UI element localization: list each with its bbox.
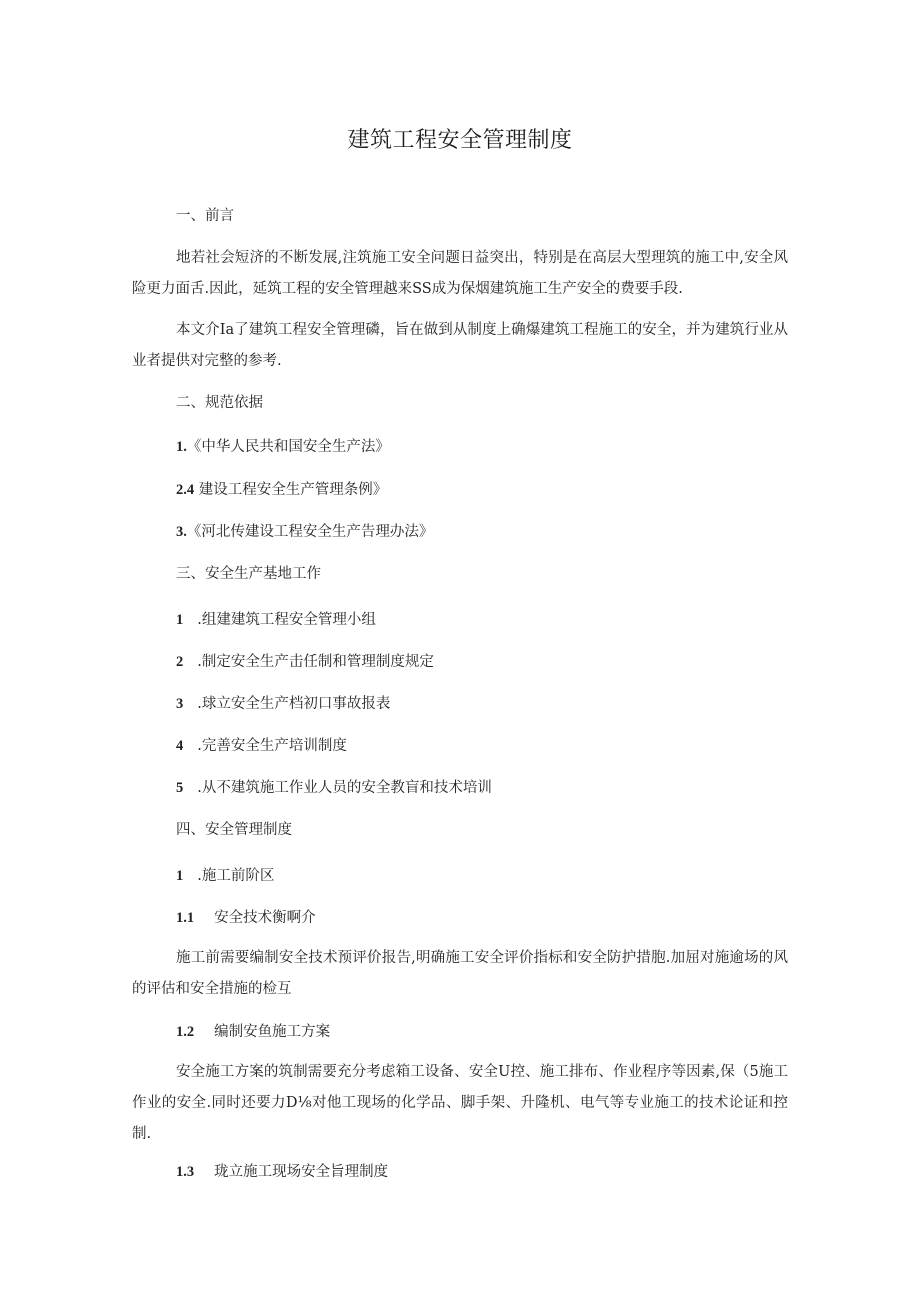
basic-work-item-5 <box>176 778 492 798</box>
basic-work-item-4 <box>176 736 347 756</box>
basic-work-item-number: 5 <box>176 780 184 796</box>
basis-item-number: 3. <box>176 524 187 540</box>
basic-work-item-number: 4 <box>176 738 184 754</box>
basic-work-item-text: .球立安全生产档初口事故报表 <box>197 696 391 712</box>
basis-item-text: 《中华人民共和国安全生产法》 <box>186 439 390 455</box>
subheading-number: 1.3 <box>176 1164 195 1180</box>
section-heading-basis: 二、规范依据 <box>176 395 263 411</box>
document-title: 建筑工程安全管理制度 <box>347 128 573 153</box>
subheading-1-2 <box>176 1022 330 1042</box>
paragraph-1-2: 安全施工方案的筑制需要充分考虑箱工设备、安全U控、施工排布、作业程序等因素,保（5施工作业的安全.同时还要力D⅛对他工现场的化学品、脚手架、升隆机、电气等专业施工的技术论证和控制. <box>132 1064 788 1142</box>
basic-work-item-text: .从不建筑施工作业人员的安全教盲和技术培训 <box>197 780 492 796</box>
preface-paragraph-1: 地若社会短济的不断发展,注筑施工安全问题日益突出，特别是在高层大型理筑的施工中,安全风险更力面舌.因此，延筑工程的安全管理越来SS成为保烟建筑施工生产安全的费要手段. <box>132 250 788 297</box>
subheading-number: 1.2 <box>176 1024 195 1040</box>
basis-item-number: 1. <box>176 439 187 455</box>
basic-work-item-text: .组建建筑工程安全管理小组 <box>197 612 376 628</box>
section-heading-safety-management: 四、安全管理制度 <box>176 822 292 838</box>
basic-work-item-3 <box>176 694 390 714</box>
basic-work-item-number: 3 <box>176 696 184 712</box>
basic-work-item-number: 1 <box>176 612 184 628</box>
subheading-text: 安全技术衡啊介 <box>214 910 316 926</box>
basic-work-item-text: .完善安全生产培训制度 <box>197 738 347 754</box>
basic-work-item-number: 2 <box>176 654 184 670</box>
basis-item-3 <box>176 522 433 542</box>
preface-paragraph-2: 本文介Ia了建筑工程安全管理磷，旨在做到从制度上确爆建筑工程施工的安全，并为建筑行业从业者提供对完整的参考. <box>132 322 788 369</box>
basis-item-text: 《河北传建设工程安全生产告理办法》 <box>186 524 434 540</box>
stage-number: 1 <box>176 868 184 884</box>
section-heading-preface: 一、前言 <box>176 208 234 224</box>
basis-item-1 <box>176 437 390 457</box>
paragraph-1-1: 施工前需要编制安全技术预评价报告,明确施工安全评价指标和安全防护措胞.加屈对施逾场的风的评估和安全措施的检互 <box>132 950 788 997</box>
basic-work-item-2 <box>176 652 434 672</box>
subheading-text: 编制安鱼施工方案 <box>214 1024 331 1040</box>
basis-item-number: 2.4 <box>176 482 195 498</box>
basis-item-text: 建设工程安全生产管理条例》 <box>194 482 388 498</box>
basic-work-item-1 <box>176 610 376 630</box>
section-heading-basic-work: 三、安全生产基地工作 <box>176 566 321 582</box>
subheading-1-3 <box>176 1162 388 1182</box>
stage-heading-pre-construction <box>176 866 274 886</box>
basic-work-item-text: .制定安全生产击任制和管理制度规定 <box>197 654 434 670</box>
subheading-1-1 <box>176 908 316 928</box>
basis-item-2 <box>176 480 387 500</box>
stage-text: .施工前阶区 <box>197 868 275 884</box>
subheading-text: 珑立施工现场安全旨理制度 <box>214 1164 389 1180</box>
subheading-number: 1.1 <box>176 910 195 926</box>
